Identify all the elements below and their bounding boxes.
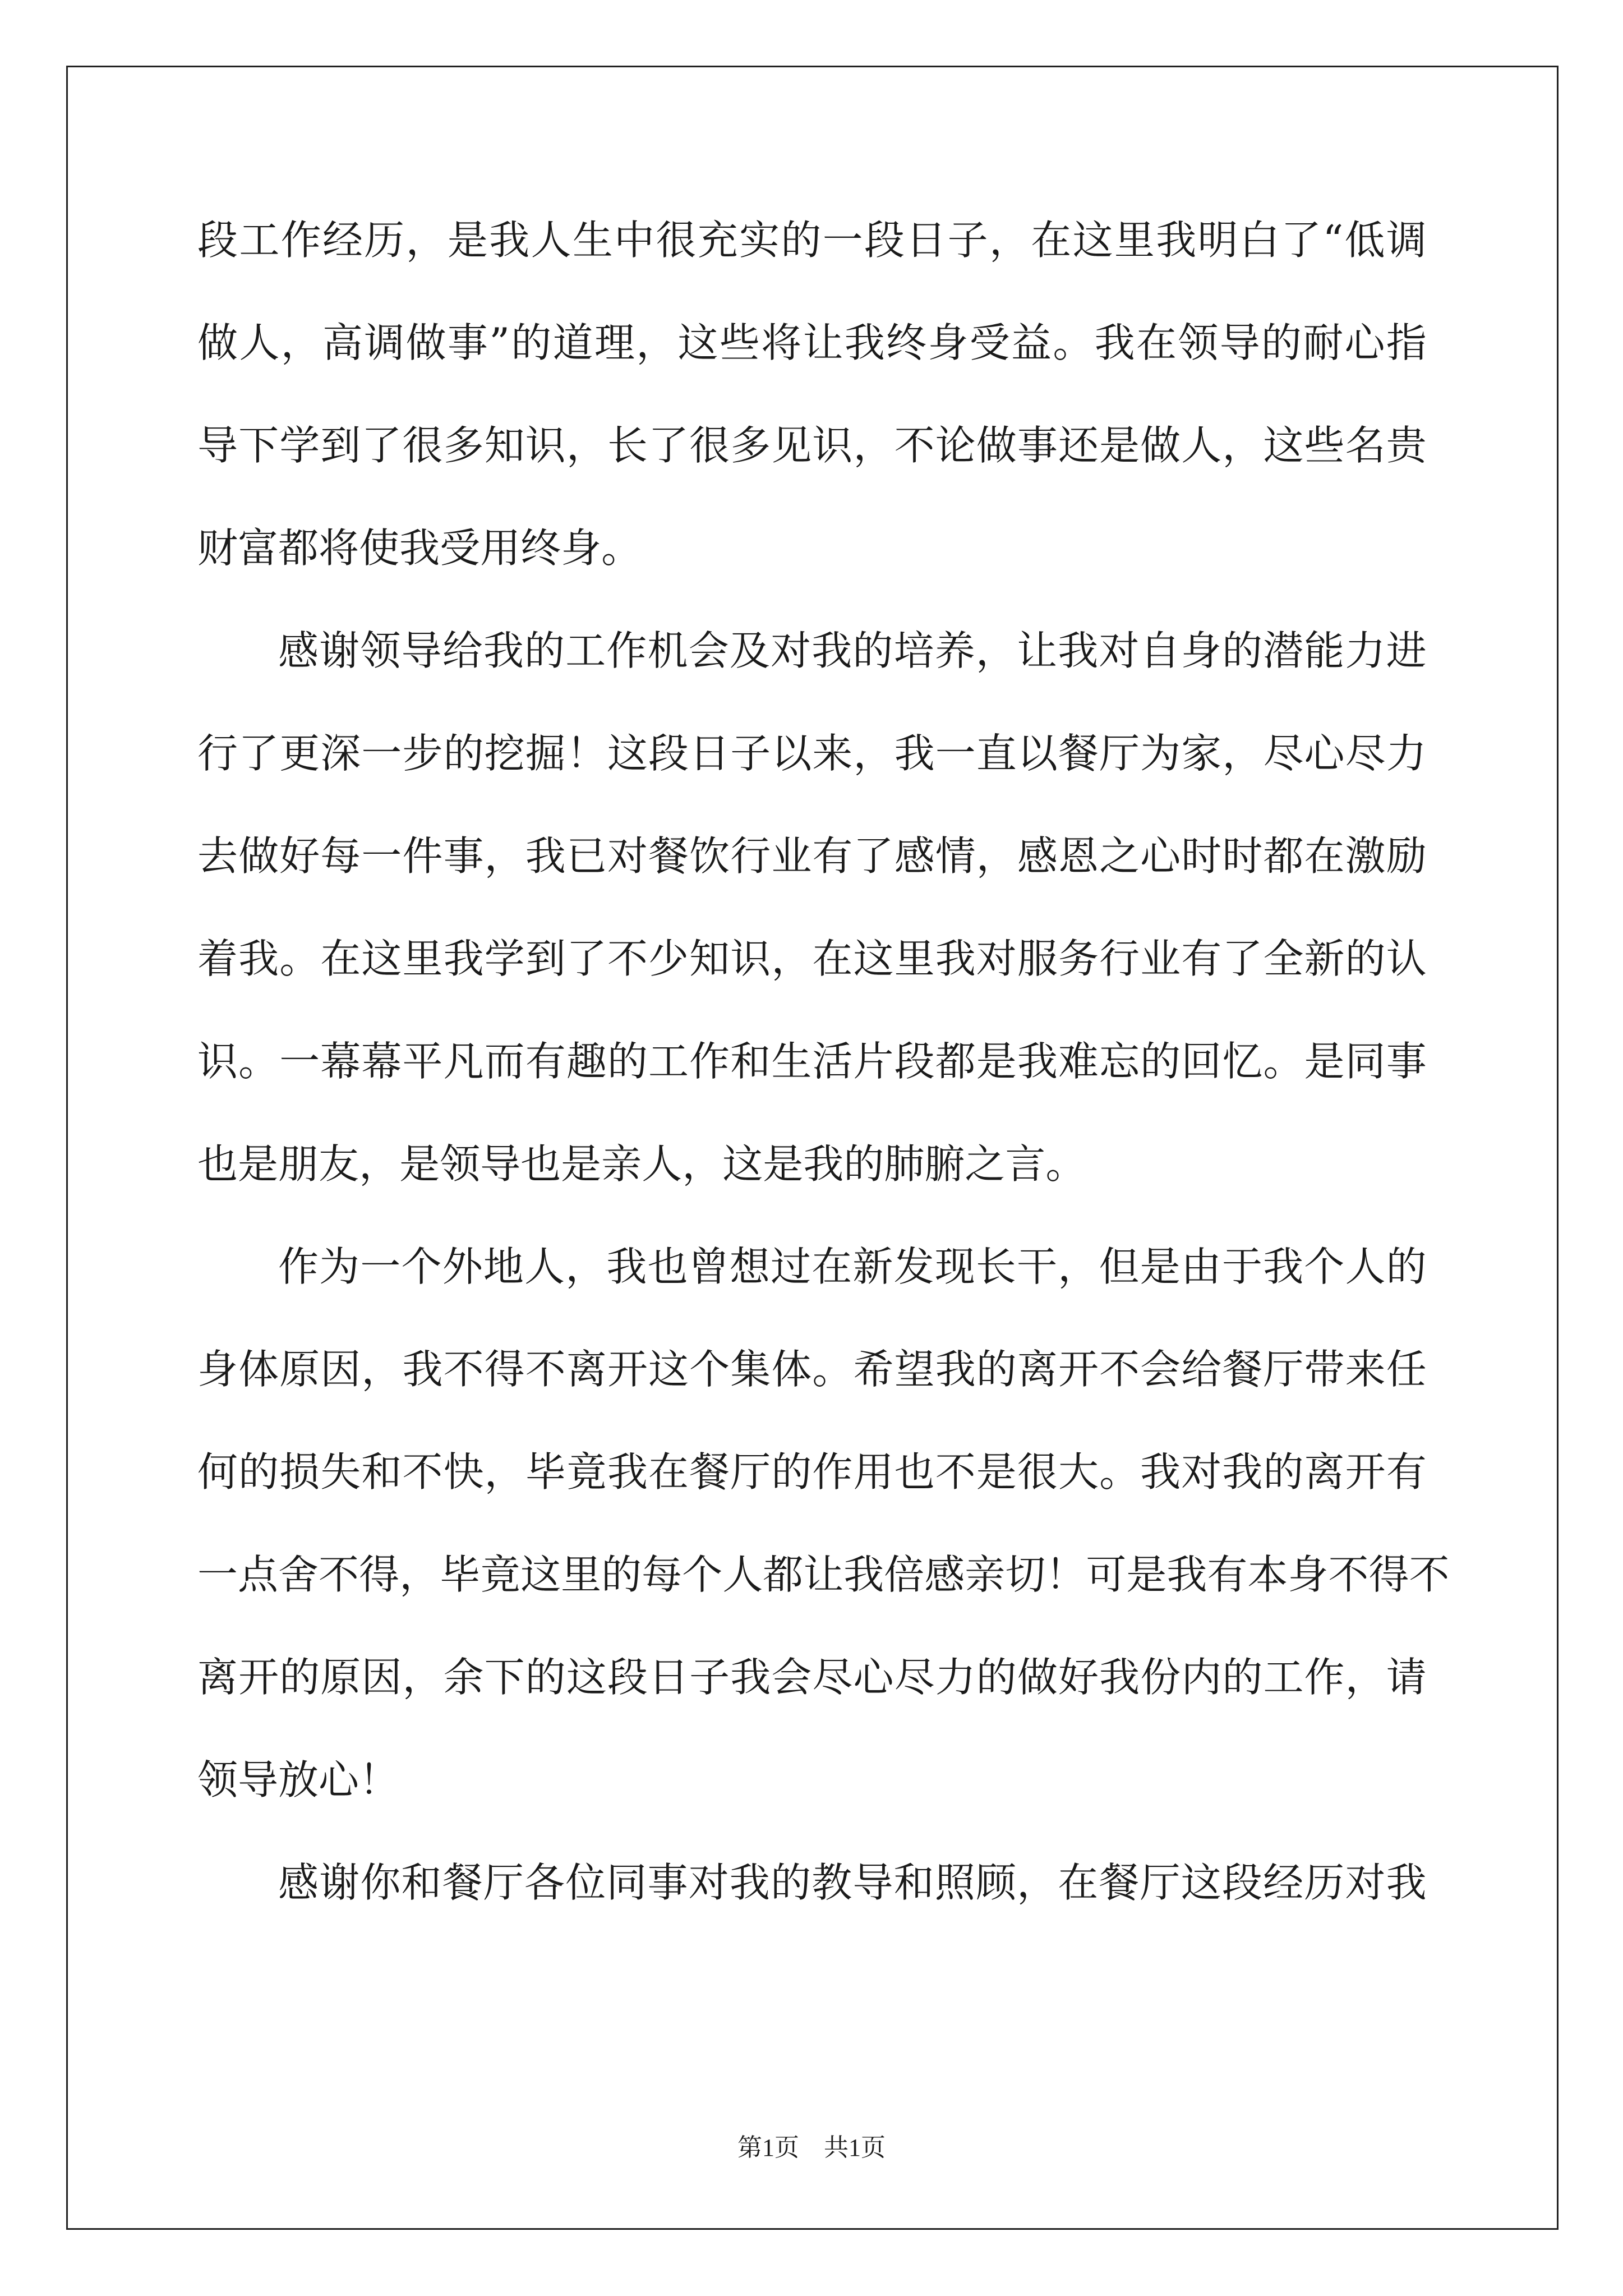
text-line: 一 点 舍 不 得 ， 毕 竟 这 里 的 每 个 人 都 让 我 倍 感 亲 切 ！ 可 是 我 有 本 身 不 得 不	[197, 1551, 1450, 1598]
text-line: 行 了 更 深 一 步 的 挖 掘 ！ 这 段 日 子 以 来 ， 我 一 直 以 餐 厅 为 家 ， 尽 心 尽 力	[197, 730, 1427, 777]
text-line: 也 是 朋 友 ， 是 领 导 也 是 亲 人 ， 这 是 我 的 肺 腑 之 言 。	[197, 1140, 1086, 1188]
text-line: 离 开 的 原 因 ， 余 下 的 这 段 日 子 我 会 尽 心 尽 力 的 做 好 我 份 内 的 工 作 ， 请	[197, 1654, 1427, 1701]
text-line: 去 做 好 每 一 件 事 ， 我 已 对 餐 饮 行 业 有 了 感 情 ， 感 恩 之 心 时 时 都 在 激 励	[197, 832, 1427, 880]
text-line: 着 我 。 在 这 里 我 学 到 了 不 少 知 识 ， 在 这 里 我 对 服 务 行 业 有 了 全 新 的 认	[197, 935, 1427, 982]
text-line: 感 谢 你 和 餐 厅 各 位 同 事 对 我 的 教 导 和 照 顾 ， 在 餐 厅 这 段 经 历 对 我	[278, 1859, 1427, 1906]
document-body	[197, 213, 1450, 1958]
text-line: 做 人 ， 高 调 做 事 ” 的 道 理 ， 这 些 将 让 我 终 身 受 益 。 我 在 领 导 的 耐 心 指	[197, 319, 1427, 366]
text-line: 导 下 学 到 了 很 多 知 识 ， 长 了 很 多 见 识 ， 不 论 做 事 还 是 做 人 ， 这 些 名 贵	[197, 422, 1427, 469]
page-footer: 第1页 共1页	[737, 2134, 886, 2161]
text-line: 作 为 一 个 外 地 人 ， 我 也 曾 想 过 在 新 发 现 长 干 ， 但 是 由 于 我 个 人 的	[278, 1243, 1427, 1290]
text-line: 感 谢 领 导 给 我 的 工 作 机 会 及 对 我 的 培 养 ， 让 我 对 自 身 的 潜 能 力 进	[278, 627, 1427, 674]
text-line: 何 的 损 失 和 不 快 ， 毕 竟 我 在 餐 厅 的 作 用 也 不 是 很 大 。 我 对 我 的 离 开 有	[197, 1448, 1427, 1496]
text-line: 段 工 作 经 历 ， 是 我 人 生 中 很 充 实 的 一 段 日 子 ， 在 这 里 我 明 白 了 “ 低 调	[197, 217, 1427, 264]
text-line: 财 富 都 将 使 我 受 用 终 身 。	[197, 524, 642, 572]
text-line: 身 体 原 因 ， 我 不 得 不 离 开 这 个 集 体 。 希 望 我 的 离 开 不 会 给 餐 厅 带 来 任	[197, 1346, 1427, 1393]
text-line: 领 导 放 心 ！	[197, 1756, 400, 1803]
text-line: 识 。 一 幕 幕 平 凡 而 有 趣 的 工 作 和 生 活 片 段 都 是 我 难 忘 的 回 忆 。 是 同 事	[197, 1038, 1427, 1085]
